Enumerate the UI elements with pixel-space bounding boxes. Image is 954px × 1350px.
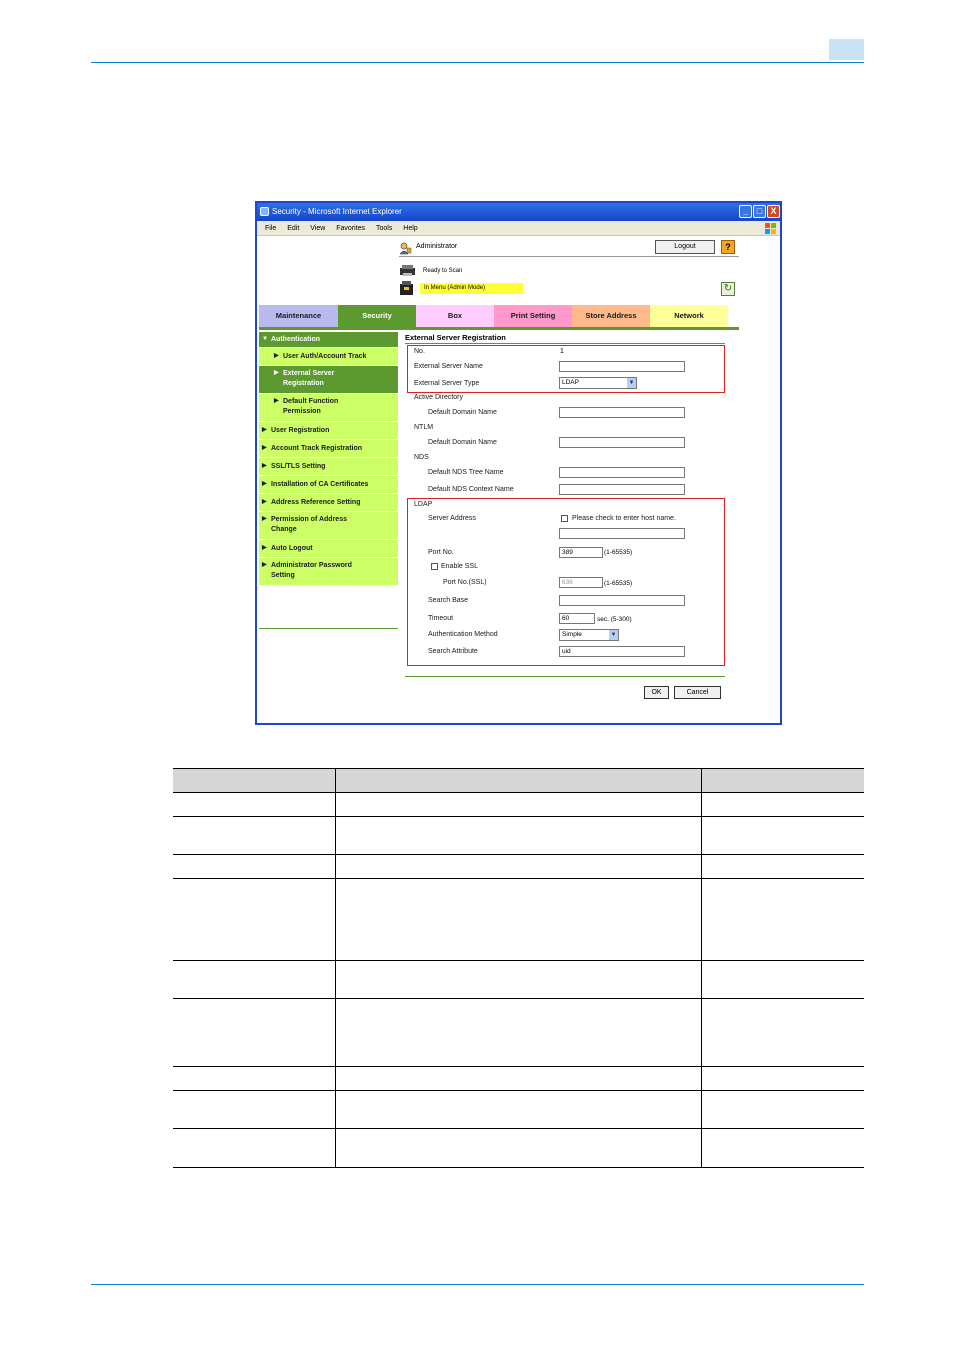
sidebar-item-label: Administrator Password (271, 562, 352, 569)
external-server-form (403, 331, 733, 721)
sidebar-item-authentication[interactable] (259, 332, 398, 348)
printer-icon (399, 265, 416, 277)
sidebar-item-label: External Server (283, 370, 335, 377)
ldap-label: LDAP (414, 501, 433, 508)
timeout-label: Timeout (428, 615, 454, 622)
caret-right-icon: ▶ (262, 516, 267, 522)
server-name-label: External Server Name (414, 363, 483, 370)
sidebar-item-label: SSL/TLS Setting (271, 463, 326, 470)
form-bottom-rule (405, 676, 725, 677)
tab-print-setting[interactable]: Print Setting (494, 305, 572, 327)
sidebar-item-label: User Registration (271, 427, 330, 434)
menu-favorites[interactable]: Favorites (336, 225, 366, 232)
sidebar-item-ssl-tls[interactable] (259, 458, 398, 476)
logout-button[interactable]: Logout (655, 240, 715, 254)
sidebar-item-label: User Auth/Account Track (283, 353, 367, 360)
active-directory-label: Active Directory (414, 394, 464, 401)
machine-status-icon (399, 281, 414, 296)
sidebar-item-admin-password[interactable] (259, 558, 398, 586)
admin-label: Administrator (416, 243, 458, 250)
enable-ssl-checkbox[interactable] (431, 563, 438, 570)
port-input[interactable]: 389 (559, 547, 603, 558)
sidebar-item-label: Permission of Address (271, 516, 347, 523)
caret-right-icon: ▶ (274, 353, 279, 359)
chevron-down-icon: ▼ (628, 380, 635, 386)
tab-box[interactable]: Box (416, 305, 494, 327)
windows-logo-icon (765, 223, 776, 234)
table-row (173, 1067, 864, 1091)
sidebar-item-address-reference[interactable] (259, 494, 398, 512)
auth-method-value: Simple (562, 631, 582, 638)
port-ssl-label: Port No.(SSL) (443, 579, 487, 586)
ntlm-domain-label: Default Domain Name (428, 439, 497, 446)
sidebar (259, 332, 398, 586)
help-button[interactable]: ? (721, 240, 735, 254)
table-row (173, 961, 864, 999)
caret-right-icon: ▶ (274, 398, 279, 404)
browser-window (255, 201, 782, 725)
search-attr-input[interactable]: uid (559, 646, 685, 657)
window-title: Security - Microsoft Internet Explorer (272, 207, 402, 216)
ntlm-domain-input[interactable] (559, 437, 685, 448)
admin-user-icon (399, 242, 412, 255)
menu-file[interactable]: File (265, 225, 277, 232)
sidebar-item-label: Auto Logout (271, 545, 313, 552)
caret-right-icon: ▶ (262, 562, 267, 568)
tab-store-address[interactable]: Store Address (572, 305, 650, 327)
table-row (173, 793, 864, 817)
ok-button[interactable]: OK (644, 686, 669, 699)
enable-ssl-label: Enable SSL (441, 563, 478, 570)
server-address-input[interactable] (559, 528, 685, 539)
table-row (173, 1091, 864, 1129)
status-ready: Ready to Scan (423, 268, 463, 274)
settings-table (173, 768, 864, 1168)
server-type-select[interactable] (559, 377, 637, 389)
page-corner-tab (829, 39, 864, 60)
sidebar-item-auto-logout[interactable] (259, 540, 398, 558)
tab-network[interactable]: Network (650, 305, 728, 327)
tabs-underline (259, 327, 739, 330)
cancel-button[interactable]: Cancel (674, 686, 721, 699)
timeout-input[interactable]: 60 (559, 613, 595, 624)
table-row (173, 817, 864, 855)
tab-maintenance[interactable]: Maintenance (259, 305, 338, 327)
caret-down-icon: ▼ (262, 336, 268, 342)
sidebar-item-external-server[interactable] (259, 366, 398, 394)
sidebar-end-rule (259, 628, 398, 629)
form-title: External Server Registration (405, 333, 506, 342)
table-row (173, 855, 864, 879)
refresh-icon[interactable]: ↻ (721, 282, 735, 296)
status-mode: In Menu (Admin Mode) (420, 283, 523, 294)
server-name-input[interactable] (559, 361, 685, 372)
search-attr-label: Search Attribute (428, 648, 478, 655)
auth-method-label: Authentication Method (428, 631, 498, 638)
tab-security[interactable]: Security (338, 305, 416, 327)
server-type-label: External Server Type (414, 380, 480, 387)
nds-context-input[interactable] (559, 484, 685, 495)
caret-right-icon: ▶ (274, 370, 279, 376)
no-value: 1 (560, 348, 564, 355)
browser-content (257, 237, 780, 723)
sidebar-item-permission-address[interactable] (259, 512, 398, 540)
nds-context-label: Default NDS Context Name (428, 486, 514, 493)
ntlm-label: NTLM (414, 424, 434, 431)
browser-menubar (257, 221, 780, 236)
table-row (173, 879, 864, 961)
page-top-rule (91, 62, 864, 63)
sidebar-item-label: Authentication (271, 336, 320, 343)
header-divider (399, 256, 739, 257)
search-base-input[interactable] (559, 595, 685, 606)
sidebar-item-label: Registration (283, 380, 324, 387)
sidebar-item-label: Setting (271, 572, 295, 579)
caret-right-icon: ▶ (262, 463, 267, 469)
sidebar-item-default-function[interactable] (259, 394, 398, 422)
close-button[interactable]: X (767, 205, 780, 218)
search-base-label: Search Base (428, 597, 469, 604)
sidebar-item-user-registration[interactable] (259, 422, 398, 440)
sidebar-item-label: Address Reference Setting (271, 499, 361, 506)
minimize-button[interactable]: _ (739, 205, 752, 218)
menu-tools[interactable]: Tools (376, 225, 393, 232)
form-title-rule (405, 343, 725, 344)
maximize-button[interactable]: □ (753, 205, 766, 218)
no-label: No. (414, 348, 425, 355)
ie-icon (260, 207, 269, 216)
caret-right-icon: ▶ (262, 545, 267, 551)
server-address-label: Server Address (428, 515, 476, 522)
sidebar-item-ca-certificates[interactable] (259, 476, 398, 494)
browser-titlebar (257, 203, 780, 221)
sidebar-item-label: Permission (283, 408, 321, 415)
caret-right-icon: ▶ (262, 445, 267, 451)
caret-right-icon: ▶ (262, 499, 267, 505)
table-header-cell (335, 769, 701, 793)
menu-view[interactable]: View (310, 225, 326, 232)
sidebar-item-account-track[interactable] (259, 440, 398, 458)
caret-right-icon: ▶ (262, 481, 267, 487)
port-ssl-input[interactable]: 636 (559, 577, 603, 588)
chevron-down-icon: ▼ (610, 632, 617, 638)
sidebar-item-label: Account Track Registration (271, 445, 363, 452)
ad-domain-label: Default Domain Name (428, 409, 497, 416)
caret-right-icon: ▶ (262, 427, 267, 433)
ad-domain-input[interactable] (559, 407, 685, 418)
timeout-hint: sec. (5-300) (597, 616, 632, 623)
table-row (173, 999, 864, 1067)
table-header-cell (701, 769, 864, 793)
sidebar-item-label: Change (271, 526, 297, 533)
port-range-hint: (1-65535) (604, 549, 633, 556)
main-tabs (259, 305, 739, 327)
nds-tree-label: Default NDS Tree Name (428, 469, 504, 476)
nds-label: NDS (414, 454, 429, 461)
port-label: Port No. (428, 549, 454, 556)
host-check-label: Please check to enter host name. (572, 515, 676, 522)
nds-tree-input[interactable] (559, 467, 685, 478)
host-name-checkbox[interactable] (561, 515, 568, 522)
menu-help[interactable]: Help (403, 225, 418, 232)
menu-edit[interactable]: Edit (287, 225, 300, 232)
table-header-row (173, 769, 864, 793)
table-header-cell (173, 769, 335, 793)
sidebar-item-label: Installation of CA Certificates (271, 481, 369, 488)
sidebar-item-user-auth[interactable] (259, 348, 398, 366)
port-ssl-range-hint: (1-65535) (604, 580, 633, 587)
page-bottom-rule (91, 1284, 864, 1285)
auth-method-select[interactable] (559, 629, 619, 641)
sidebar-item-label: Default Function (283, 398, 339, 405)
table-row (173, 1129, 864, 1168)
server-type-value: LDAP (562, 379, 579, 386)
